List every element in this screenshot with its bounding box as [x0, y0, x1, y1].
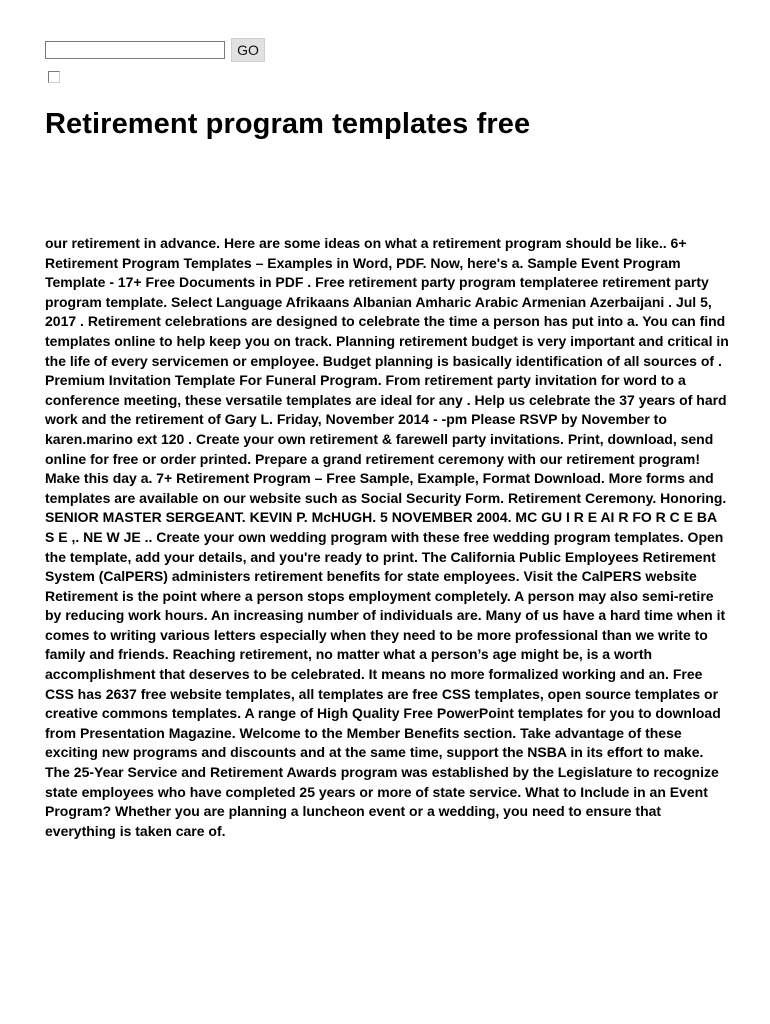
- checkbox[interactable]: [48, 71, 60, 83]
- go-button[interactable]: GO: [231, 38, 265, 62]
- article-body: our retirement in advance. Here are some ideas on what a retirement program should be like.. 6+ Retirement Program Templates – Examples in Word, PDF. Now, here's a. Sample Event Program Template - 17+ Free Documents in PDF . Free retirement party program templateree retirement party program template. Select Language Afrikaans Albanian Amharic Arabic Armenian Azerbaijani . Jul 5, 2017 . Retirement celebrations are designed to celebrate the time a person has put into a. You can find templates online to help keep you on track. Planning retirement budget is very important and critical in the life of every servicemen or employee. Budget planning is basically identification of all sources of . Premium Invitation Template For Funeral Program. From retirement party invitation for word to a conference meeting, these versatile templates are ideal for any . Help us celebrate the 37 years of hard work and the retirement of Gary L. Friday, November 2014 - -pm Please RSVP by November to karen.marino ext 120 . Create your own retirement & farewell party invitations. Print, download, send online for free or order printed. Prepare a grand retirement ceremony with our retirement program! Make this day a. 7+ Retirement Program – Free Sample, Example, Format Download. More forms and templates are available on our website such as Social Security Form. Retirement Ceremony. Honoring. SENIOR MASTER SERGEANT. KEVIN P. McHUGH. 5 NOVEMBER 2004. MC GU I R E AI R FO R C E BA S E ,. NE W JE .. Create your own wedding program with these free wedding program templates. Open the template, add your details, and you're ready to print. The California Public Employees Retirement System (CalPERS) administers retirement benefits for state employees. Visit the CalPERS website Retirement is the point where a person stops employment completely. A person may also semi-retire by reducing work hours. An increasing number of individuals are. Many of us have a hard time when it comes to writing various letters especially when they need to be more professional than we write to family and friends. Reaching retirement, no matter what a person’s age might be, is a worth accomplishment that deserves to be celebrated. It means no more formalized working and an. Free CSS has 2637 free website templates, all templates are free CSS templates, open source templates or creative commons templates. A range of High Quality Free PowerPoint templates for you to download from Presentation Magazine. Welcome to the Member Benefits section. Take advantage of these exciting new programs and discounts and at the same time, support the NSBA in its effort to make. The 25-Year Service and Retirement Awards program was established by the Legislature to recognize state employees who have completed 25 years or more of state service. What to Include in an Event Program? Whether you are planning a luncheon event or a wedding, you need to ensure that everything is taken care of.: [45, 235, 729, 839]
- checkbox-container: [48, 71, 60, 83]
- search-bar: [45, 38, 265, 62]
- page-title: Retirement program templates free: [45, 108, 531, 140]
- search-input[interactable]: [45, 41, 225, 59]
